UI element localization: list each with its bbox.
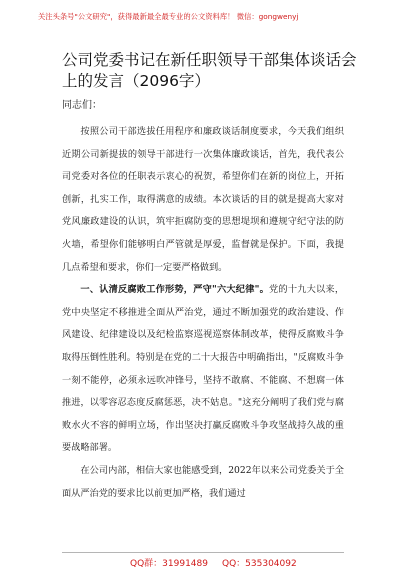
qq-group: QQ群：31991489 [130, 559, 208, 569]
paragraph: 在公司内部，相信大家也能感受到，2022年以来公司党委关于全面从严治党的要求比以前更加严格，我们通过 [62, 464, 344, 499]
greeting: 同志们： [62, 100, 102, 111]
qq-contact: QQ：535304092 [222, 559, 297, 569]
paragraph [62, 279, 344, 460]
footer-divider [62, 552, 344, 553]
footer [0, 552, 408, 572]
header-banner [0, 0, 408, 40]
document-title: 公司党委书记在新任职领导干部集体谈话会上的发言（2096字） [62, 51, 357, 90]
paragraph-text: 党的十九大以来，党中央坚定不移推进全面从严治党，通过不断加强党的政治建设、作风建设、纪律建设以及纪检监察巡视巡察体制改革，使得反腐败斗争取得压倒性胜利。特别是在党的二十大报告中明确指出，"反腐败斗争一刻不能停，必须永远吹冲锋号，坚持不敢腐、不能腐、不想腐一体推进，以零容忍态度反腐惩恶，决不姑息。"这充分阐明了我们党与腐败水火不容的鲜明立场，作出坚决打赢反腐败斗争攻坚战持久战的重要战略部署。 [62, 284, 345, 454]
document-body [62, 121, 344, 505]
banner-text: 关注头条号"公文研究"，获得最新最全最专业的公文资料库！ 微信：gongwenyj [38, 12, 299, 21]
section-heading: 一、认清反腐败工作形势，严守"六大纪律"。 [80, 284, 270, 296]
paragraph: 按照公司干部选拔任用程序和廉政谈话制度要求，今天我们组织近期公司新提拔的领导干部进行一次集体廉政谈话，首先，我代表公司党委对各位的任职表示衷心的祝贺，希望你们在新的岗位上，开拓创新，扎实工作，取得满意的成绩。本次谈话的目的就是提高大家对党风廉政建设的认识，筑牢拒腐防变的思想堤坝和遵规守纪守法的防火墙，希望你们能够明白严管就是厚爱，监督就是保护。下面，我提几点希望和要求，你们一定要严格做到。 [62, 126, 344, 273]
